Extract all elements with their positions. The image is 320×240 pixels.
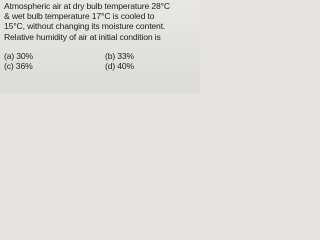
question-line: Atmospheric air at dry bulb temperature 28°C [4,1,170,11]
option-c[interactable]: (c) 36% [4,61,33,72]
question-line: Relative humidity of air at initial condition is [4,31,161,42]
option-d[interactable]: (d) 40% [105,61,135,72]
question-line: & wet bulb temperature 17°C is cooled to [4,11,155,22]
options-row [4,61,198,71]
option-a[interactable]: (a) 30% [4,51,34,61]
question-text [4,1,198,42]
options-row [4,51,198,61]
answer-options [4,51,198,72]
option-b[interactable]: (b) 33% [105,51,135,61]
question-line: 15°C, without changing its moisture content. [4,21,166,32]
question-card [0,0,200,93]
